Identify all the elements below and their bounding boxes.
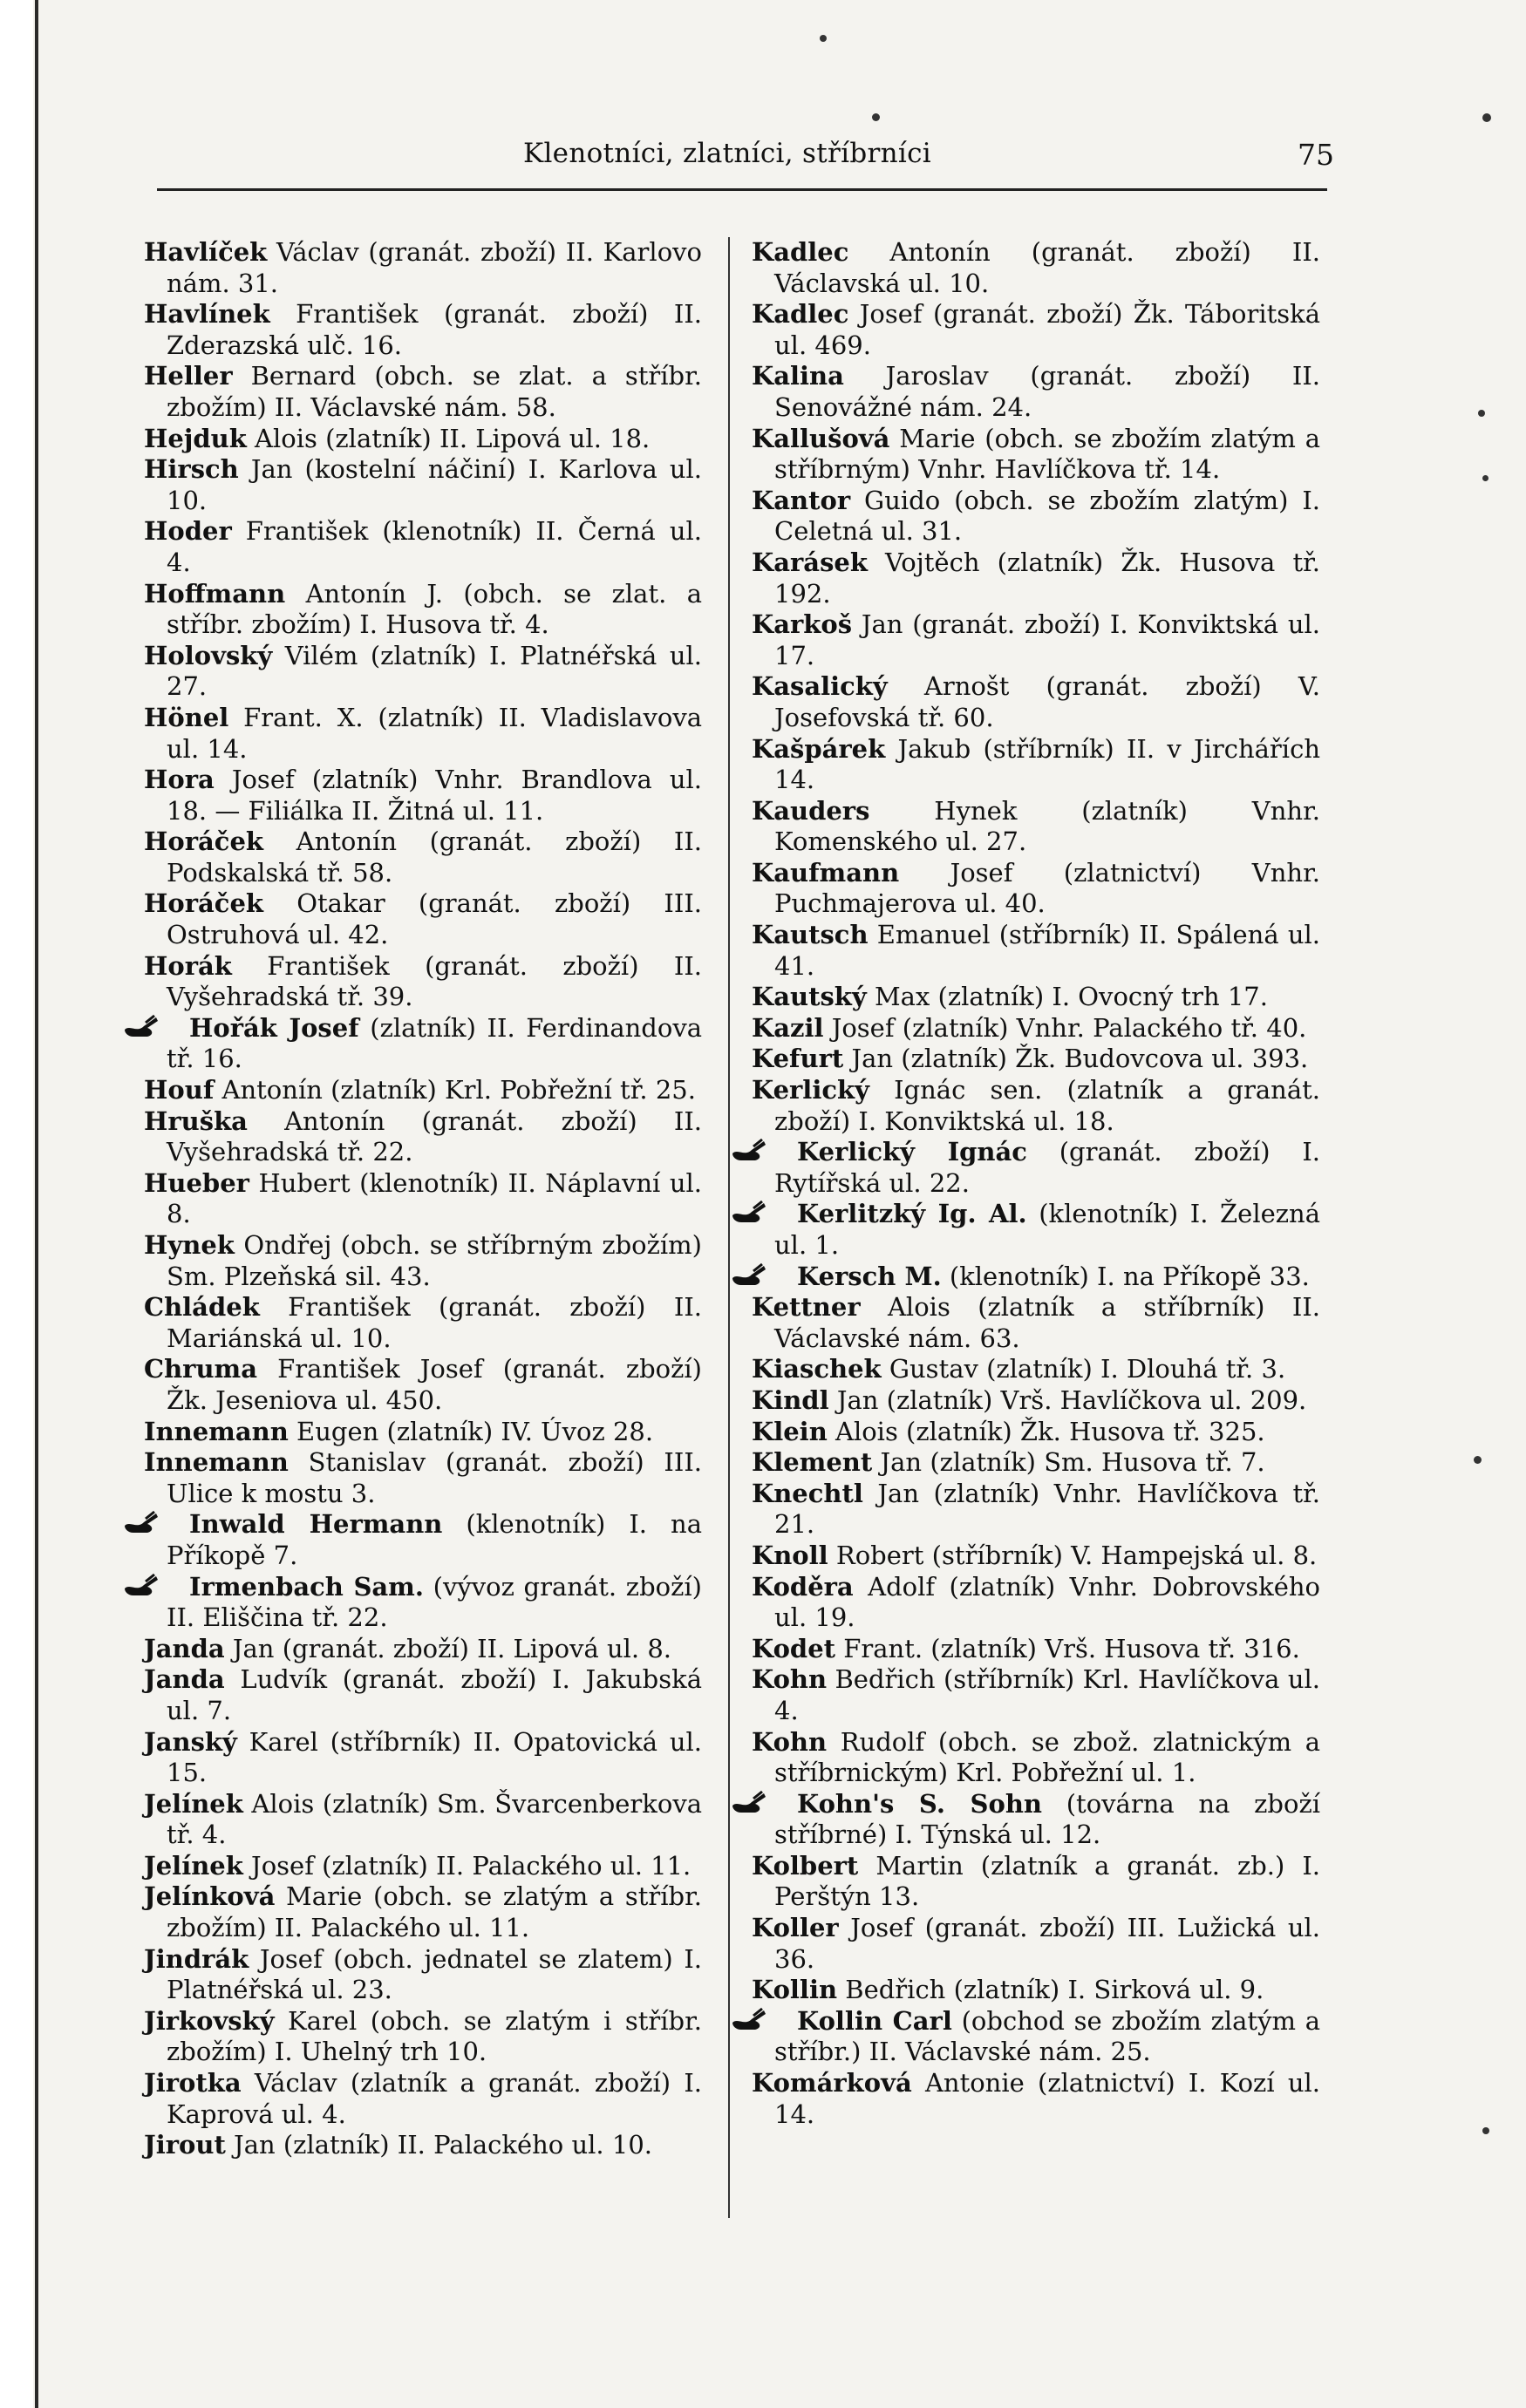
entry-name: Horáček xyxy=(144,888,264,919)
speck xyxy=(1478,410,1485,417)
entry-name: Hirsch xyxy=(144,454,239,485)
entry-name: Chruma xyxy=(144,1354,258,1384)
directory-entry xyxy=(144,361,702,423)
entry-details: Antonín (granát. zboží) II. Václavská ul. 10. xyxy=(774,237,1320,298)
entry-name: Hoffmann xyxy=(144,578,286,609)
entry-details: Ondřej (obch. se stříbrným zbožím) Sm. Plzeňská sil. 43. xyxy=(167,1230,702,1291)
directory-entry xyxy=(144,1634,702,1665)
entry-details: Jan (zlatník) Vrš. Havlíčkova ul. 209. xyxy=(828,1384,1307,1415)
entry-details: Antonín (granát. zboží) II. Vyšehradská tř. 22. xyxy=(167,1105,702,1167)
entry-details: Frant. X. (zlatník) II. Vladislavova ul. 14. xyxy=(167,702,702,764)
entry-name: Knoll xyxy=(752,1540,828,1570)
directory-entry xyxy=(144,516,702,578)
directory-entry xyxy=(752,1354,1320,1385)
entry-details: Antonín (granát. zboží) II. Podskalská tř. 58. xyxy=(167,826,702,888)
directory-entry xyxy=(752,1137,1320,1199)
entry-name: Kohn xyxy=(752,1726,828,1757)
entry-name: Jelínková xyxy=(144,1881,276,1912)
directory-entry xyxy=(752,1417,1320,1448)
directory-entry xyxy=(752,1851,1320,1913)
column-divider xyxy=(728,237,730,2218)
entry-name: Kantor xyxy=(752,485,851,515)
speck xyxy=(1482,113,1491,122)
entry-details: Václav (zlatník a granát. zboží) I. Kaprová ul. 4. xyxy=(167,2068,702,2129)
entry-details: Josef (granát. zboží) III. Lužická ul. 36. xyxy=(774,1913,1320,1974)
directory-entry xyxy=(752,361,1320,423)
entry-name: Kautský xyxy=(752,982,867,1012)
page-header xyxy=(148,138,1334,190)
directory-entry xyxy=(752,486,1320,548)
entry-name: Hynek xyxy=(144,1230,235,1260)
entry-details: (zlatník) II. Ferdinandova tř. 16. xyxy=(167,1012,702,1074)
entry-details: Václav (granát. zboží) II. Karlovo nám. 31. xyxy=(167,237,702,298)
pointing-hand-icon xyxy=(144,1014,184,1040)
entry-name: Koděra xyxy=(752,1571,854,1602)
entry-name: Kohn xyxy=(752,1664,828,1695)
entry-name: Karkoš xyxy=(752,609,853,640)
entry-details: Antonín J. (obch. se zlat. a stříbr. zbožím) I. Husova tř. 4. xyxy=(167,578,702,640)
speck xyxy=(820,35,827,42)
entry-name: Innemann xyxy=(144,1416,289,1446)
entry-name: Kerlický xyxy=(752,1075,869,1105)
entry-details: Max (zlatník) I. Ovocný trh 17. xyxy=(866,982,1268,1012)
entry-name: Horáček xyxy=(144,826,264,857)
entry-name: Kersch M. xyxy=(797,1261,942,1291)
directory-entry xyxy=(752,1727,1320,1789)
entry-details: Bedřich (stříbrník) Krl. Havlíčkova ul. 4. xyxy=(774,1664,1320,1725)
entry-details: Jan (zlatník) Vnhr. Havlíčkova tř. 21. xyxy=(774,1478,1320,1540)
speck xyxy=(1482,2127,1489,2134)
directory-entry xyxy=(144,2006,702,2068)
entry-details: (klenotník) I. Železná ul. 1. xyxy=(774,1199,1320,1260)
entry-details: Josef (zlatník) II. Palackého ul. 11. xyxy=(242,1850,691,1881)
header-rule xyxy=(157,188,1327,191)
directory-entry xyxy=(752,299,1320,361)
entry-name: Kautsch xyxy=(752,920,869,950)
entry-name: Havlínek xyxy=(144,299,270,330)
directory-entry xyxy=(752,609,1320,671)
entry-name: Kerlitzký Ig. Al. xyxy=(797,1199,1027,1229)
entry-name: Kasalický xyxy=(752,671,888,702)
entry-name: Jirkovský xyxy=(144,2005,275,2036)
entry-details: (obchod se zbožím zlatým a stříbr.) II. Václavské nám. 25. xyxy=(774,2005,1320,2067)
entry-name: Kaufmann xyxy=(752,857,900,888)
directory-entry xyxy=(752,1013,1320,1044)
entry-details: Jan (zlatník) II. Palackého ul. 10. xyxy=(225,2130,652,2160)
directory-entry xyxy=(144,1447,702,1509)
page-number: 75 xyxy=(1298,138,1334,172)
entry-name: Kazil xyxy=(752,1012,824,1043)
pointing-hand-icon xyxy=(144,1510,184,1536)
entry-name: Kauders xyxy=(752,795,870,826)
entry-details: František (klenotník) II. Černá ul. 4. xyxy=(167,516,702,577)
directory-entry xyxy=(144,951,702,1013)
running-title: Klenotníci, zlatníci, stříbrníci xyxy=(523,138,931,169)
directory-entry xyxy=(144,237,702,299)
entry-details: Bedřich (zlatník) I. Sirková ul. 9. xyxy=(837,1975,1264,2005)
directory-entry xyxy=(752,1292,1320,1354)
entry-name: Jelínek xyxy=(144,1850,243,1881)
directory-entry xyxy=(752,1262,1320,1293)
directory-entry xyxy=(144,424,702,455)
entry-name: Innemann xyxy=(144,1447,289,1478)
page-binding-edge xyxy=(35,0,38,2408)
directory-entry xyxy=(144,1881,702,1943)
entry-details: Marie (obch. se zlatým a stříbr. zbožím) II. Palackého ul. 11. xyxy=(167,1881,702,1943)
directory-entry xyxy=(144,1230,702,1292)
directory-entry xyxy=(144,579,702,641)
entry-name: Jirout xyxy=(144,2130,226,2160)
entry-name: Hruška xyxy=(144,1105,248,1136)
directory-entry xyxy=(144,1106,702,1168)
directory-entry xyxy=(144,1727,702,1789)
directory-entry xyxy=(752,1634,1320,1665)
entry-name: Hořák Josef xyxy=(189,1012,359,1043)
entry-name: Jirotka xyxy=(144,2068,242,2098)
directory-entry xyxy=(752,1075,1320,1137)
directory-entry xyxy=(752,796,1320,858)
entry-details: Ignác sen. (zlatník a granát. zboží) I. Konviktská ul. 18. xyxy=(774,1075,1320,1136)
entry-details: Otakar (granát. zboží) III. Ostruhová ul. 42. xyxy=(167,888,702,950)
directory-entry xyxy=(144,299,702,361)
directory-entry xyxy=(144,826,702,888)
directory-entry xyxy=(144,1851,702,1882)
entry-name: Horák xyxy=(144,950,232,981)
directory-entry xyxy=(752,1913,1320,1975)
entry-name: Kindl xyxy=(752,1384,829,1415)
directory-entry xyxy=(752,1385,1320,1417)
directory-entry xyxy=(752,1975,1320,2006)
entry-name: Kollin xyxy=(752,1975,838,2005)
directory-entry xyxy=(752,424,1320,486)
directory-entry xyxy=(752,982,1320,1013)
directory-entry xyxy=(144,1944,702,2006)
entry-details: Frant. (zlatník) Vrš. Husova tř. 316. xyxy=(835,1633,1300,1663)
entry-details: Emanuel (stříbrník) II. Spálená ul. 41. xyxy=(774,920,1320,981)
entry-name: Hora xyxy=(144,765,215,795)
speck xyxy=(1474,1456,1482,1464)
entry-details: Jan (granát. zboží) II. Lipová ul. 8. xyxy=(224,1633,672,1663)
pointing-hand-icon xyxy=(752,2007,792,2033)
entry-name: Hoder xyxy=(144,516,232,547)
entry-details: Alois (zlatník a stříbrník) II. Václavské nám. 63. xyxy=(774,1292,1320,1353)
entry-details: Antonín (zlatník) Krl. Pobřežní tř. 25. xyxy=(214,1075,696,1105)
entry-name: Jelínek xyxy=(144,1788,243,1819)
directory-entry xyxy=(144,641,702,703)
directory-entry xyxy=(752,1541,1320,1572)
entry-name: Kohn's S. Sohn xyxy=(797,1788,1042,1819)
directory-entry xyxy=(144,1075,702,1106)
directory-entry xyxy=(752,1479,1320,1541)
entry-name: Kadlec xyxy=(752,237,849,267)
directory-entry xyxy=(752,858,1320,920)
entry-details: Ludvík (granát. zboží) I. Jakubská ul. 7. xyxy=(167,1664,702,1725)
directory-entry xyxy=(144,2130,702,2161)
entry-details: Rudolf (obch. se zbož. zlatnickým a stříbrnickým) Krl. Pobřežní ul. 1. xyxy=(774,1726,1320,1788)
entry-name: Karásek xyxy=(752,547,868,577)
entry-details: Eugen (zlatník) IV. Úvoz 28. xyxy=(288,1416,654,1446)
entry-details: Jan (zlatník) Žk. Budovcova ul. 393. xyxy=(843,1044,1309,1074)
entry-name: Kadlec xyxy=(752,299,849,330)
directory-entry xyxy=(752,2006,1320,2068)
entry-name: Klement xyxy=(752,1447,873,1478)
entry-name: Heller xyxy=(144,361,233,391)
directory-entry xyxy=(752,734,1320,796)
entry-name: Hönel xyxy=(144,702,229,732)
entry-details: František (granát. zboží) II. Vyšehradská tř. 39. xyxy=(167,950,702,1012)
entry-details: Jan (granát. zboží) I. Konviktská ul. 17. xyxy=(774,609,1320,670)
directory-entry xyxy=(752,920,1320,982)
entry-name: Jindrák xyxy=(144,1943,249,1974)
entry-details: Marie (obch. se zbožím zlatým a stříbrným) Vnhr. Havlíčkova tř. 14. xyxy=(774,423,1320,485)
entry-details: František (granát. zboží) II. Mariánská ul. 10. xyxy=(167,1292,702,1353)
entry-details: Jaroslav (granát. zboží) II. Senovážné nám. 24. xyxy=(774,361,1320,422)
entry-details: Alois (zlatník) Sm. Švarcenberkova tř. 4. xyxy=(167,1788,702,1850)
entry-details: (granát. zboží) I. Rytířská ul. 22. xyxy=(774,1137,1321,1198)
entry-details: Jakub (stříbrník) II. v Jirchářích 14. xyxy=(774,733,1320,795)
directory-entry xyxy=(144,1664,702,1726)
directory-entry xyxy=(752,1447,1320,1479)
entry-name: Kiaschek xyxy=(752,1354,882,1384)
directory-entry xyxy=(144,1013,702,1075)
directory-entry xyxy=(144,1354,702,1416)
entry-details: Josef (granát. zboží) Žk. Táboritská ul. 469. xyxy=(774,299,1320,360)
entry-details: Alois (zlatník) II. Lipová ul. 18. xyxy=(246,423,651,453)
entry-name: Inwald Hermann xyxy=(189,1509,443,1540)
entry-details: Karel (obch. se zlatým i stříbr. zbožím) I. Uhelný trh 10. xyxy=(167,2005,702,2067)
entry-name: Kollin Carl xyxy=(797,2005,952,2036)
directory-entry xyxy=(752,1789,1320,1851)
entry-name: Hejduk xyxy=(144,423,247,453)
directory-entry xyxy=(752,1572,1320,1634)
entry-details: Josef (zlatnictví) Vnhr. Puchmajerova ul. 40. xyxy=(774,857,1320,919)
directory-entry xyxy=(144,888,702,950)
entry-details: Josef (obch. jednatel se zlatem) I. Platnéřská ul. 23. xyxy=(167,1943,702,2005)
entry-name: Kodet xyxy=(752,1633,836,1663)
entry-name: Kašpárek xyxy=(752,733,886,764)
entry-name: Chládek xyxy=(144,1292,260,1323)
entry-name: Houf xyxy=(144,1075,215,1105)
entry-name: Komárková xyxy=(752,2068,912,2098)
entry-details: Hynek (zlatník) Vnhr. Komenského ul. 27. xyxy=(774,795,1320,857)
pointing-hand-icon xyxy=(752,1200,792,1226)
entry-name: Irmenbach Sam. xyxy=(189,1571,424,1602)
directory-entry xyxy=(144,1789,702,1851)
entry-details: (vývoz granát. zboží) II. Eliščina tř. 22. xyxy=(167,1571,702,1633)
entry-name: Kalina xyxy=(752,361,844,391)
speck xyxy=(1482,475,1489,481)
entry-details: Vilém (zlatník) I. Platnéřská ul. 27. xyxy=(167,640,702,702)
entry-details: Bernard (obch. se zlat. a stříbr. zbožím) II. Václavské nám. 58. xyxy=(167,361,702,422)
entry-details: Josef (zlatník) Vnhr. Palackého tř. 40. xyxy=(823,1012,1307,1043)
entry-details: Vojtěch (zlatník) Žk. Husova tř. 192. xyxy=(774,547,1320,609)
pointing-hand-icon xyxy=(752,1790,792,1816)
entry-name: Holovský xyxy=(144,640,273,670)
directory-entry xyxy=(752,671,1320,733)
entry-details: (továrna na zboží stříbrné) I. Týnská ul. 12. xyxy=(774,1788,1320,1850)
right-column xyxy=(752,237,1320,2130)
entry-name: Klein xyxy=(752,1416,828,1446)
entry-details: Antonie (zlatnictví) I. Kozí ul. 14. xyxy=(774,2068,1320,2129)
directory-entry xyxy=(144,1417,702,1448)
entry-details: Hubert (klenotník) II. Náplavní ul. 8. xyxy=(167,1167,702,1229)
entry-name: Kolbert xyxy=(752,1850,859,1881)
entry-name: Janda xyxy=(144,1664,225,1695)
entry-name: Havlíček xyxy=(144,237,268,267)
entry-name: Kerlický Ignác xyxy=(797,1137,1027,1167)
directory-entry xyxy=(144,1292,702,1354)
directory-entry xyxy=(752,237,1320,299)
directory-entry xyxy=(752,1044,1320,1075)
directory-entry xyxy=(144,765,702,826)
entry-name: Hueber xyxy=(144,1167,249,1198)
directory-entry xyxy=(144,454,702,516)
entry-name: Janda xyxy=(144,1633,225,1663)
entry-details: Alois (zlatník) Žk. Husova tř. 325. xyxy=(827,1416,1265,1446)
entry-details: Robert (stříbrník) V. Hampejská ul. 8. xyxy=(828,1540,1318,1570)
entry-details: Jan (zlatník) Sm. Husova tř. 7. xyxy=(872,1447,1265,1478)
entry-name: Koller xyxy=(752,1913,839,1943)
directory-entry xyxy=(144,703,702,765)
entry-name: Knechtl xyxy=(752,1478,863,1508)
entry-name: Janský xyxy=(144,1726,237,1757)
entry-name: Kefurt xyxy=(752,1044,844,1074)
directory-entry xyxy=(144,1168,702,1230)
left-column xyxy=(144,237,702,2161)
entry-details: Stanislav (granát. zboží) III. Ulice k mostu 3. xyxy=(167,1447,702,1508)
directory-entry xyxy=(144,1572,702,1634)
entry-details: Karel (stříbrník) II. Opatovická ul. 15. xyxy=(167,1726,702,1788)
entry-details: Gustav (zlatník) I. Dlouhá tř. 3. xyxy=(881,1354,1286,1384)
directory-entry xyxy=(752,2068,1320,2130)
pointing-hand-icon xyxy=(752,1138,792,1164)
directory-entry xyxy=(752,1199,1320,1261)
entry-details: Guido (obch. se zbožím zlatým) I. Celetná ul. 31. xyxy=(774,485,1320,547)
entry-details: Adolf (zlatník) Vnhr. Dobrovského ul. 19. xyxy=(774,1571,1320,1633)
entry-details: Josef (zlatník) Vnhr. Brandlova ul. 18. — Filiálka II. Žitná ul. 11. xyxy=(167,765,702,826)
directory-entry xyxy=(752,548,1320,609)
entry-details: (klenotník) I. na Příkopě 7. xyxy=(167,1509,703,1570)
directory-entry xyxy=(144,1509,702,1571)
directory-entry xyxy=(144,2068,702,2130)
entry-details: (klenotník) I. na Příkopě 33. xyxy=(941,1261,1310,1291)
entry-details: Arnošt (granát. zboží) V. Josefovská tř. 60. xyxy=(774,671,1320,732)
entry-details: František (granát. zboží) II. Zderazská ulč. 16. xyxy=(167,299,702,360)
entry-name: Kettner xyxy=(752,1292,861,1323)
entry-details: František Josef (granát. zboží) Žk. Jeseniova ul. 450. xyxy=(167,1354,702,1415)
speck xyxy=(872,113,880,121)
directory-entry xyxy=(752,1664,1320,1726)
pointing-hand-icon xyxy=(752,1262,792,1289)
entry-details: Martin (zlatník a granát. zb.) I. Perštýn 13. xyxy=(774,1850,1320,1912)
entry-details: Jan (kostelní náčiní) I. Karlova ul. 10. xyxy=(167,454,702,515)
pointing-hand-icon xyxy=(144,1573,184,1599)
entry-name: Kallušová xyxy=(752,423,890,453)
